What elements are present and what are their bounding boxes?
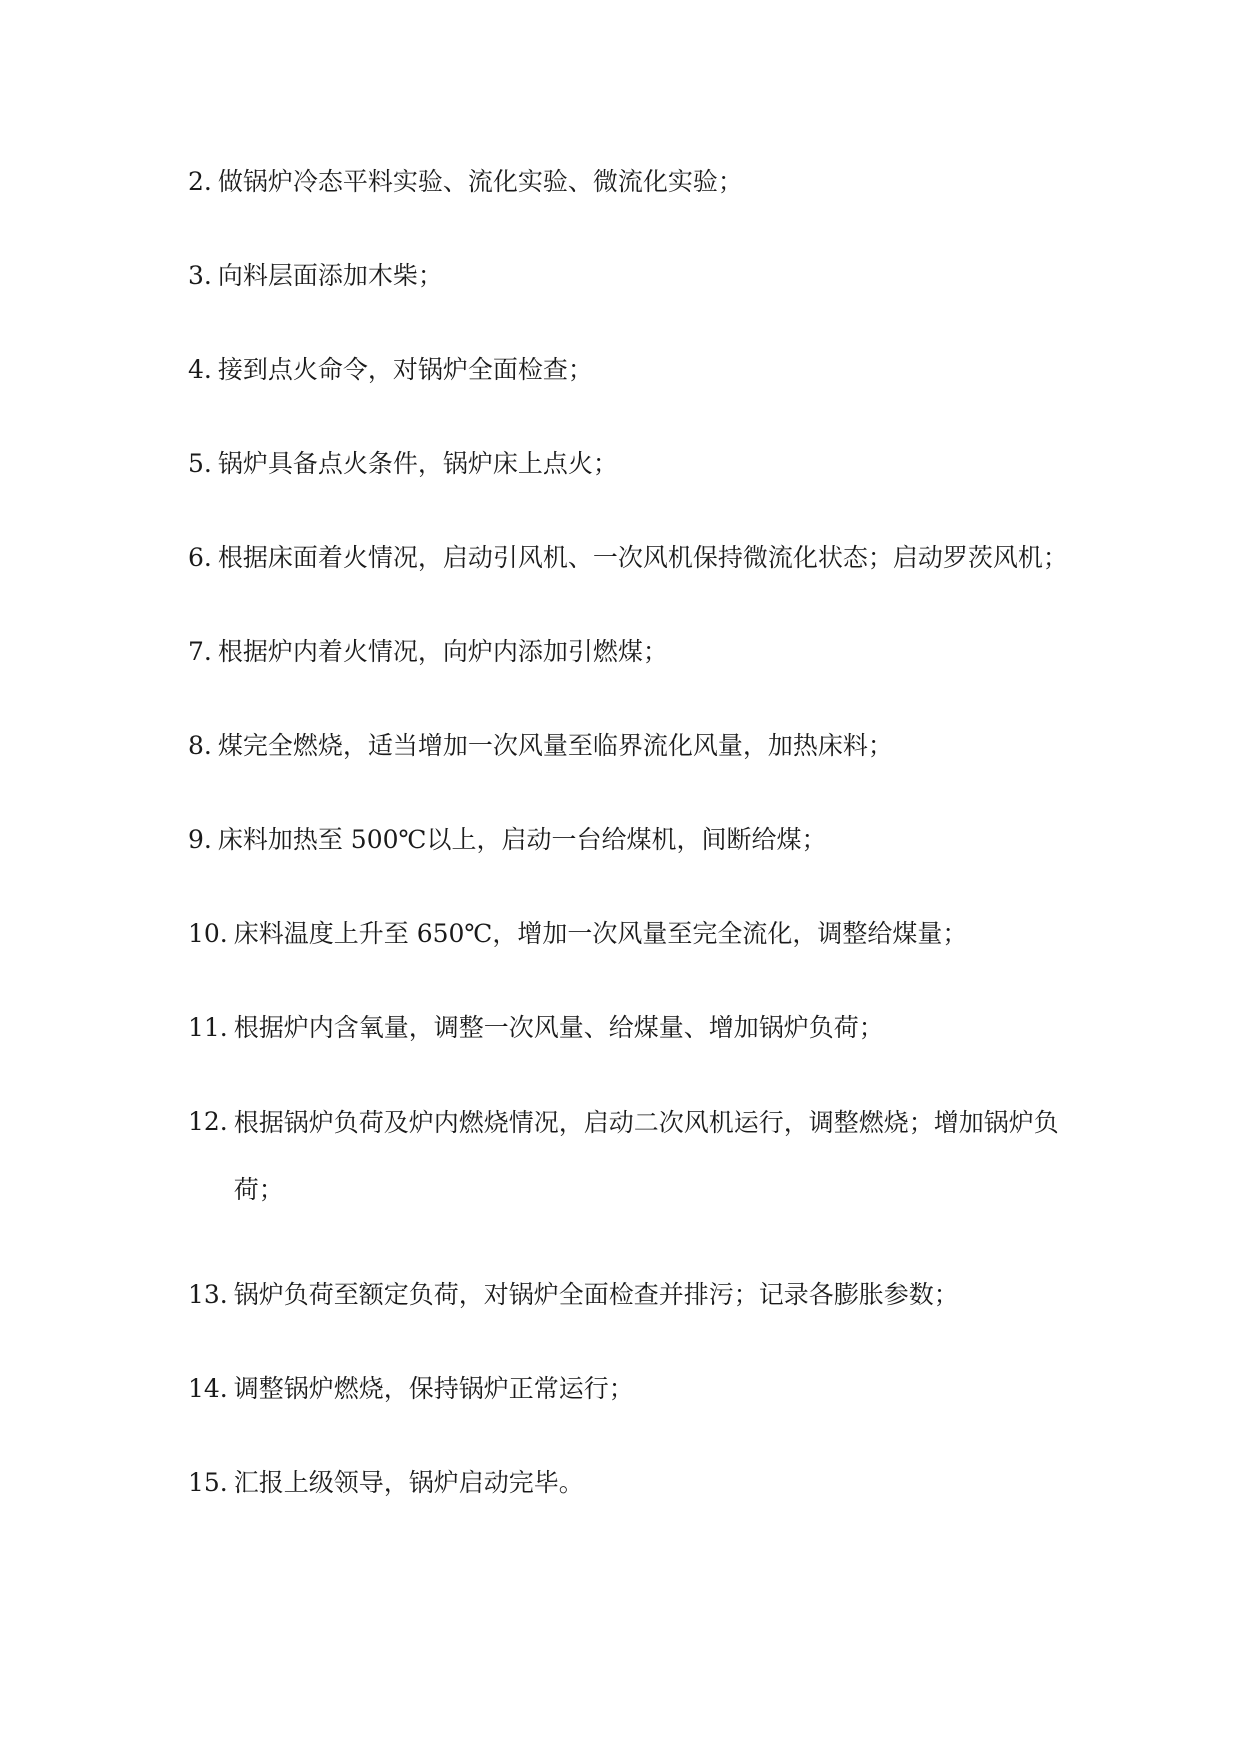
item-text: 做锅炉冷态平料实验、流化实验、微流化实验； bbox=[217, 167, 743, 196]
list-item bbox=[188, 348, 1068, 392]
item-text: 床料温度上升至 650℃，增加一次风量至完全流化，调整给煤量； bbox=[233, 919, 968, 948]
list-item bbox=[188, 442, 1068, 486]
item-number: 7. bbox=[188, 637, 212, 666]
item-text: 根据锅炉负荷及炉内燃烧情况，启动二次风机运行，调整燃烧；增加锅炉负荷； bbox=[233, 1108, 1059, 1204]
item-number: 10. bbox=[188, 919, 228, 948]
item-number: 6. bbox=[188, 543, 212, 572]
list-item bbox=[188, 818, 1068, 862]
list-item bbox=[188, 254, 1068, 298]
list-item bbox=[188, 912, 1068, 956]
item-text: 调整锅炉燃烧，保持锅炉正常运行； bbox=[233, 1374, 634, 1403]
list-item bbox=[188, 1100, 1068, 1223]
item-text: 汇报上级领导，锅炉启动完毕。 bbox=[233, 1468, 584, 1497]
item-text: 煤完全燃烧，适当增加一次风量至临界流化风量，加热床料； bbox=[217, 731, 893, 760]
item-text: 向料层面添加木柴； bbox=[217, 261, 443, 290]
item-number: 12. bbox=[188, 1107, 228, 1136]
item-number: 3. bbox=[188, 261, 212, 290]
item-number: 9. bbox=[188, 825, 212, 854]
item-number: 13. bbox=[188, 1280, 228, 1309]
item-number: 15. bbox=[188, 1468, 228, 1497]
item-text: 锅炉具备点火条件，锅炉床上点火； bbox=[217, 449, 618, 478]
procedure-list bbox=[188, 160, 1068, 1555]
item-text: 接到点火命令，对锅炉全面检查； bbox=[217, 355, 593, 384]
list-item bbox=[188, 1273, 1068, 1317]
item-number: 8. bbox=[188, 731, 212, 760]
item-text: 锅炉负荷至额定负荷，对锅炉全面检查并排污；记录各膨胀参数； bbox=[233, 1280, 959, 1309]
list-item bbox=[188, 1006, 1068, 1050]
list-item bbox=[188, 630, 1068, 674]
item-text: 床料加热至 500℃以上，启动一台给煤机，间断给煤； bbox=[217, 825, 827, 854]
list-item bbox=[188, 160, 1068, 204]
item-number: 5. bbox=[188, 449, 212, 478]
item-number: 11. bbox=[188, 1013, 228, 1042]
list-item bbox=[188, 1367, 1068, 1411]
list-item bbox=[188, 1461, 1068, 1505]
item-number: 2. bbox=[188, 167, 212, 196]
item-text: 根据炉内含氧量，调整一次风量、给煤量、增加锅炉负荷； bbox=[233, 1013, 884, 1042]
list-item bbox=[188, 536, 1068, 580]
list-item bbox=[188, 724, 1068, 768]
item-text: 根据床面着火情况，启动引风机、一次风机保持微流化状态；启动罗茨风机； bbox=[217, 543, 1068, 572]
item-number: 4. bbox=[188, 355, 212, 384]
item-number: 14. bbox=[188, 1374, 228, 1403]
item-text: 根据炉内着火情况，向炉内添加引燃煤； bbox=[217, 637, 668, 666]
